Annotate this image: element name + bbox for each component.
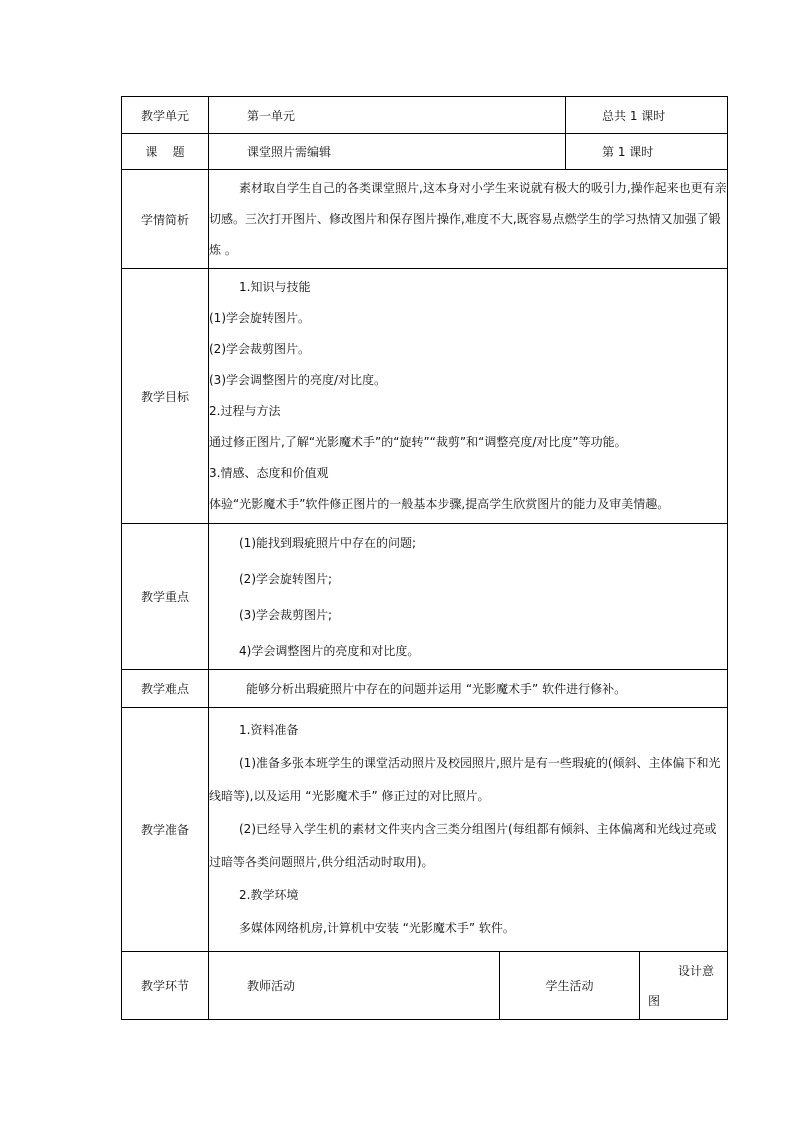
difficulty-text: 能够分析出瑕疵照片中存在的问题并运用 “光影魔术手” 软件进行修补。 xyxy=(209,670,728,708)
unit-label: 教学单元 xyxy=(122,97,209,134)
goals-line: 体验“光影魔术手”软件修正图片的一般基本步骤,提高学生欣赏图片的能力及审美情趣。 xyxy=(209,497,670,511)
topic-value: 课堂照片需编辑 xyxy=(209,134,566,170)
student-activity-header: 学生活动 xyxy=(500,952,640,1020)
goals-line: 1.知识与技能 xyxy=(239,280,311,294)
row-steps xyxy=(122,952,728,1020)
goals-line: 通过修正图片,了解“光影魔术手”的“旋转”“裁剪”和“调整亮度/对比度”等功能。 xyxy=(209,435,627,449)
row-key xyxy=(122,524,728,670)
steps-label: 教学环节 xyxy=(122,952,209,1020)
row-analysis xyxy=(122,170,728,269)
key-line: (2)学会旋转图片; xyxy=(239,571,333,586)
prep-heading: 2.教学环境 xyxy=(239,888,299,902)
goals-line: (3)学会调整图片的亮度/对比度。 xyxy=(209,373,387,387)
goals-label: 教学目标 xyxy=(122,269,209,524)
unit-value: 第一单元 xyxy=(209,97,566,134)
prep-paragraph: (2)已经导入学生机的素材文件夹内含三类分组图片(每组都有倾斜、主体偏离和光线过亮或过暗等各类问题照片,供分组活动时取用)。 xyxy=(209,822,717,869)
key-line: 4)学会调整图片的亮度和对比度。 xyxy=(239,643,420,658)
teacher-activity-header: 教师活动 xyxy=(209,952,500,1020)
prep-paragraph: (1)准备多张本班学生的课堂活动照片及校园照片,照片是有一些瑕疵的(倾斜、主体偏下和光线暗等),以及运用 “光影魔术手” 修正过的对比照片。 xyxy=(209,756,721,803)
topic-label: 课 题 xyxy=(122,134,209,170)
row-difficulty xyxy=(122,670,728,708)
design-intent-header: 设计意图 xyxy=(640,952,728,1020)
goals-line: 2.过程与方法 xyxy=(209,404,281,418)
row-unit xyxy=(122,97,728,134)
analysis-label: 学情简析 xyxy=(122,170,209,269)
row-goals xyxy=(122,269,728,524)
goals-line: (2)学会裁剪图片。 xyxy=(209,342,310,356)
topic-period: 第 1 课时 xyxy=(566,134,728,170)
prep-paragraph: 多媒体网络机房,计算机中安装 “光影魔术手” 软件。 xyxy=(239,921,515,935)
row-topic xyxy=(122,134,728,170)
key-cell xyxy=(209,524,728,670)
key-line: (3)学会裁剪图片; xyxy=(239,607,333,622)
prep-cell xyxy=(209,708,728,952)
unit-total: 总共 1 课时 xyxy=(566,97,728,134)
prep-label: 教学准备 xyxy=(122,708,209,952)
goals-line: 3.情感、态度和价值观 xyxy=(209,466,329,480)
goals-line: (1)学会旋转图片。 xyxy=(209,311,310,325)
row-prep xyxy=(122,708,728,952)
key-label: 教学重点 xyxy=(122,524,209,670)
analysis-cell xyxy=(209,170,728,269)
analysis-text: 素材取自学生自己的各类课堂照片,这本身对小学生来说就有极大的吸引力,操作起来也更有亲切感。三次打开图片、修改图片和保存图片操作,难度不大,既容易点燃学生的学习热情又加强了锻炼 。 xyxy=(209,180,727,257)
difficulty-label: 教学难点 xyxy=(122,670,209,708)
prep-heading: 1.资料准备 xyxy=(239,723,299,737)
lesson-plan-table xyxy=(121,96,728,1020)
goals-cell xyxy=(209,269,728,524)
key-line: (1)能找到瑕疵照片中存在的问题; xyxy=(239,535,417,550)
